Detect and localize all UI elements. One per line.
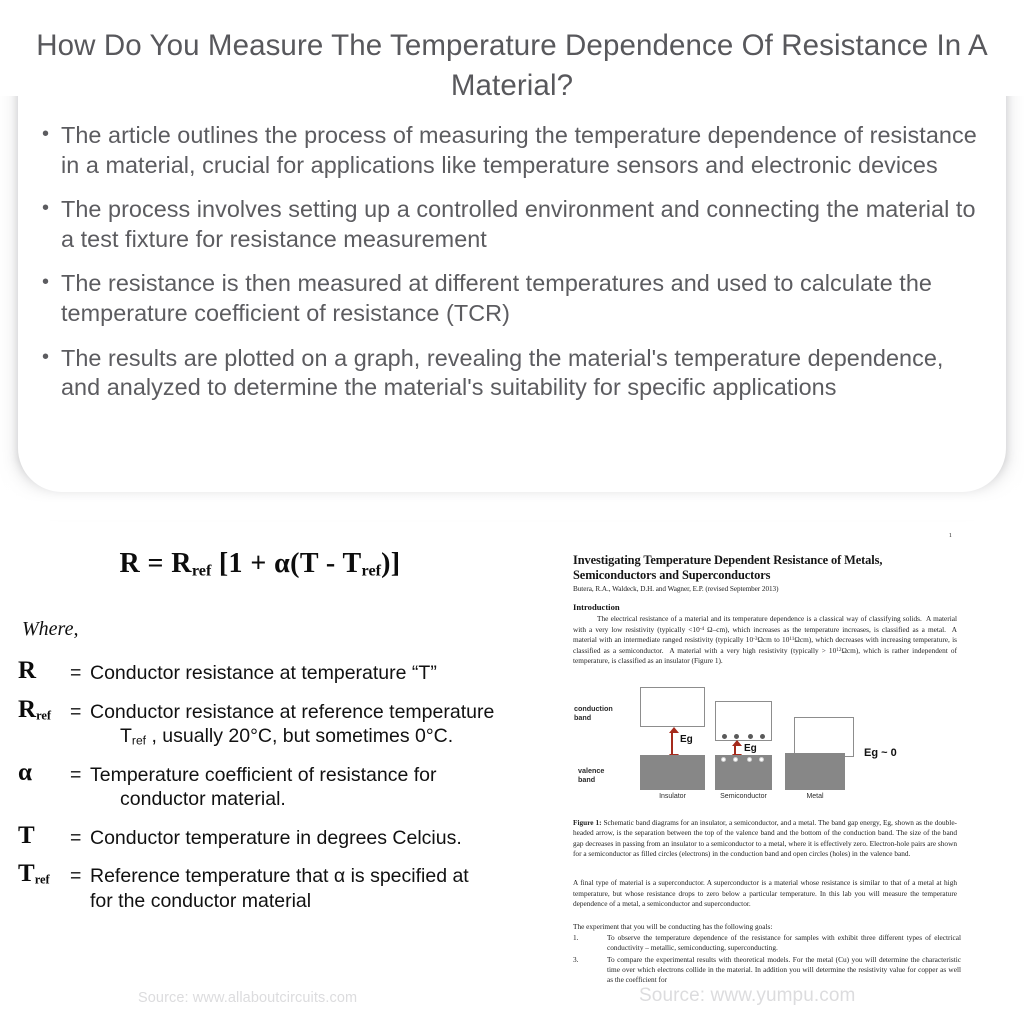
conduction-band-label: conduction band xyxy=(574,704,613,722)
resistance-formula: $R = R_{ref}$ $[1 + \alpha(T - T_{ref})]$ xyxy=(119,548,401,580)
list-item-text: The article outlines the process of measuring the temperature dependence of resistance in a material, crucial for applications like temperature sensors and electronic devices xyxy=(61,122,977,178)
definition-symbol xyxy=(18,697,70,760)
goal-text: To compare the experimental results with theoretical models. For the metal (Cu) you will determine the characteristic time over which electrons collide in the material. In addition you will determine the resistivity value for copper as well as the coefficient for xyxy=(607,954,961,985)
electron-dot xyxy=(748,734,753,739)
formula-definitions-table xyxy=(18,658,528,925)
table-row xyxy=(18,760,528,823)
page-title: How Do You Measure The Temperature Dependence Of Resistance In A Material? xyxy=(36,29,988,102)
definition-text xyxy=(90,823,528,862)
valence-band-label: valence band xyxy=(578,766,605,784)
definition-symbol xyxy=(18,823,70,862)
scanned-document-panel xyxy=(568,530,964,985)
goal-number: 1. xyxy=(573,933,579,942)
goal-text: To observe the temperature dependence of the resistance for samples with exhibit three different types of electrical conductivity – metallic, semiconducting, superconducting. xyxy=(607,933,961,953)
bullet-icon: • xyxy=(42,197,50,220)
definition-line-1: Reference temperature that α is specified at xyxy=(90,865,469,888)
definition-symbol xyxy=(18,658,70,697)
document-page-number: 1 xyxy=(948,532,952,539)
symbol-subscript: ref xyxy=(36,708,52,723)
definition-equals: = xyxy=(70,763,82,786)
metal-eg-zero-label: Eg ~ 0 xyxy=(864,747,897,759)
electron-dot xyxy=(734,734,739,739)
definition-text xyxy=(90,697,528,760)
definition-text xyxy=(90,760,528,823)
symbol-base: R xyxy=(18,695,37,723)
definition-line-2: $T_{ref}$ , usually 20°C, but sometimes 0°C. xyxy=(120,725,454,748)
table-row xyxy=(18,697,528,760)
metal-conduction-band xyxy=(794,717,854,757)
symbol-base: R xyxy=(18,657,37,684)
document-goals-list xyxy=(573,933,961,985)
list-item-text: The results are plotted on a graph, revealing the material's temperature dependence, and analyzed to determine the material's suitability for specific applications xyxy=(61,344,944,401)
table-row xyxy=(18,823,528,862)
list-item xyxy=(40,195,984,254)
symbol-base: α xyxy=(18,758,32,786)
semiconductor-eg-arrow xyxy=(734,745,736,755)
list-item xyxy=(573,933,961,954)
insulator-eg-arrow xyxy=(671,732,673,755)
bullet-icon: • xyxy=(42,123,50,146)
table-row xyxy=(18,658,528,697)
goal-number: 3. xyxy=(573,954,579,964)
metal-valence-band xyxy=(785,753,845,790)
insulator-valence-band xyxy=(640,755,705,790)
document-title: Investigating Temperature Dependent Resistance of Metals, Semiconductors and Superconductors xyxy=(573,553,883,582)
definition-symbol xyxy=(18,760,70,823)
list-item xyxy=(573,955,961,985)
document-intro-paragraph: The electrical resistance of a material and its temperature dependence is a classical way of classifying solids. A material with a very low resistivity (typically $<10^{-4}$ Ω–cm), which increases as the temperature increases, is classified as a metal. A material with an intermediate ranged resistivity (typically $10^{-3}\Omega cm$ to $10^{11}\Omega cm$), which decreases with increasing temperature, is classified as a semiconductor. A material with a very high resistivity (typically > $10^{12}\Omega cm$), which is rather independent of temperature, is classified as an insulator (Figure 1). xyxy=(573,614,957,666)
definition-line-1: Temperature coefficient of resistance for xyxy=(90,763,437,786)
insulator-conduction-band xyxy=(640,687,705,727)
definition-equals: = xyxy=(70,826,82,849)
where-label: Where, xyxy=(22,618,79,640)
list-item xyxy=(40,121,984,180)
table-row xyxy=(18,861,528,924)
symbol-base: T xyxy=(18,860,35,888)
definition-text xyxy=(90,861,528,924)
insulator-eg-label: Eg xyxy=(680,734,693,745)
definition-equals: = xyxy=(70,662,82,684)
bullet-icon: • xyxy=(42,271,50,294)
list-item-text: The resistance is then measured at different temperatures and used to calculate the temperature coefficient of resistance (TCR) xyxy=(61,270,932,326)
list-item-text: The process involves setting up a controlled environment and connecting the material to a test fixture for resistance measurement xyxy=(61,196,976,252)
document-superconductor-paragraph: A final type of material is a superconductor. A superconductor is a material whose resistance is similar to that of a metal at high temperature, but whose resistance drops to zero below a particular temperature. In this lab you will measure the temperature dependence of a metal, a semiconductor and superconductor. xyxy=(573,878,957,909)
band-diagram-figure xyxy=(572,685,960,810)
formula-figure xyxy=(0,500,545,1024)
definition-line-2: conductor material. xyxy=(120,788,286,811)
source-attribution-right: Source: www.yumpu.com xyxy=(639,985,856,1006)
lower-area xyxy=(0,500,1024,1024)
figure-caption-text: Schematic band diagrams for an insulator, a semiconductor, and a metal. The band gap energy, Eg, shown as the double-headed arrow, is the separation between the top of the valence band and the bottom of the conduction band. The size of the band gap decreases in passing from an insulator to a semiconductor to a metal, where it is effectively zero. Electron-hole pairs are shown for a semiconductor as filled circles (electrons) in the conduction band and open circles (holes) in the valence band. xyxy=(573,818,957,859)
electron-dot xyxy=(722,734,727,739)
hole-dot xyxy=(747,757,752,762)
definition-line-1: Conductor temperature in degrees Celcius. xyxy=(90,826,462,849)
electron-dot xyxy=(760,734,765,739)
definition-equals: = xyxy=(70,700,82,723)
symbol-subscript: ref xyxy=(34,872,50,887)
definition-line-2: for the conductor material xyxy=(90,890,312,913)
definition-text xyxy=(90,658,528,697)
hole-dot xyxy=(759,757,764,762)
hole-dot xyxy=(721,757,726,762)
bullet-icon: • xyxy=(42,345,50,368)
list-item xyxy=(40,344,984,403)
document-figure-caption xyxy=(573,818,957,859)
list-item xyxy=(40,269,984,328)
symbol-base: T xyxy=(18,821,35,849)
material-label-metal: Metal xyxy=(806,793,824,800)
material-label-insulator: Insulator xyxy=(659,793,686,800)
semiconductor-eg-label: Eg xyxy=(744,743,757,754)
definition-symbol xyxy=(18,861,70,924)
figure-caption-label: Figure 1: xyxy=(573,818,602,827)
definition-equals: = xyxy=(70,865,82,888)
source-attribution-left: Source: www.allaboutcircuits.com xyxy=(138,990,358,1006)
summary-bullet-list xyxy=(0,121,1024,403)
document-section-heading: Introduction xyxy=(573,602,620,612)
document-authors: Butera, R.A., Waldeck, D.H. and Wagner, E.P. (revised September 2013) xyxy=(573,585,779,593)
document-goals-intro: The experiment that you will be conducting has the following goals: xyxy=(573,922,773,931)
material-label-semiconductor: Semiconductor xyxy=(720,793,767,800)
summary-card-content xyxy=(0,0,1024,500)
definition-line-1: Conductor resistance at temperature “T” xyxy=(90,662,437,684)
hole-dot xyxy=(733,757,738,762)
definition-line-1: Conductor resistance at reference temperature xyxy=(90,700,495,723)
